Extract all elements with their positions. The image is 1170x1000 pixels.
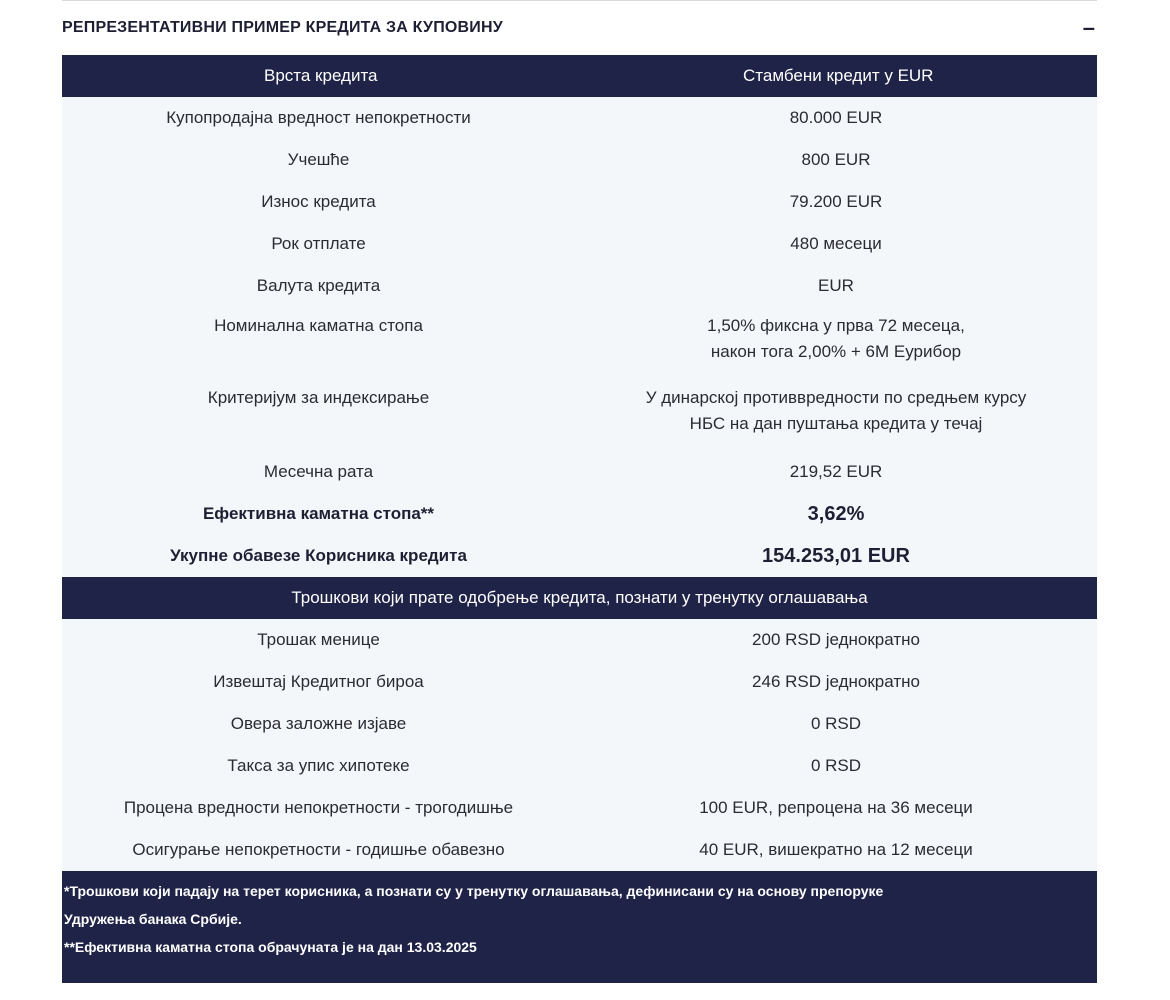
row-value-line: након тога 2,00% + 6М Еурибор xyxy=(710,342,962,361)
row-value: 800 EUR xyxy=(801,150,871,169)
row-value: EUR xyxy=(818,276,854,295)
row-value-line: У динарској противвредности по средњем курсу xyxy=(645,388,1027,407)
table-row xyxy=(62,265,1097,307)
table-row xyxy=(62,661,1097,703)
row-value: 480 месеци xyxy=(790,234,882,253)
row-label: Процена вредности непокретности - трогодишње xyxy=(123,798,514,817)
row-label: Валута кредита xyxy=(256,276,381,295)
row-label: Номинална каматна стопа xyxy=(214,316,423,335)
table-row xyxy=(62,493,1097,535)
row-value: 200 RSD једнократно xyxy=(752,630,920,649)
section-title: РЕПРЕЗЕНТАТИВНИ ПРИМЕР КРЕДИТА ЗА КУПОВИНУ xyxy=(62,19,503,36)
row-label: Укупне обавезе Корисника кредита xyxy=(170,546,467,565)
table-row xyxy=(62,829,1097,871)
row-label: Овера заложне изјаве xyxy=(230,714,407,733)
row-value-line: НБС на дан пуштања кредита у течај xyxy=(689,414,983,433)
header-loan-type-label: Врста кредита xyxy=(263,66,378,85)
row-value: 3,62% xyxy=(807,503,865,525)
footnotes xyxy=(62,871,1097,983)
row-label: Учешће xyxy=(287,150,350,169)
row-label: Рок отплате xyxy=(271,234,366,253)
table-row xyxy=(62,307,1097,379)
row-value: 246 RSD једнократно xyxy=(752,672,920,691)
table-row xyxy=(62,223,1097,265)
table-row xyxy=(62,97,1097,139)
row-value-line: 1,50% фиксна у прва 72 месеца, xyxy=(707,316,965,335)
row-label: Износ кредита xyxy=(261,192,376,211)
row-label: Осигурање непокретности - годишње обавезно xyxy=(132,840,505,859)
row-label: Извештај Кредитног бироа xyxy=(213,672,424,691)
loan-example-table xyxy=(62,55,1097,983)
costs-header: Трошкови који прате одобрење кредита, познати у тренутку оглашавања xyxy=(291,588,868,607)
row-value: 79.200 EUR xyxy=(789,192,883,211)
table-row xyxy=(62,379,1097,451)
row-value xyxy=(575,379,1097,437)
row-label: Купопродајна вредност непокретности xyxy=(166,108,471,127)
table-row xyxy=(62,745,1097,787)
table-row xyxy=(62,619,1097,661)
costs-header-row xyxy=(62,577,1097,619)
row-value: 100 EUR, репроцена на 36 месеци xyxy=(699,798,973,817)
table-row xyxy=(62,139,1097,181)
row-value: 219,52 EUR xyxy=(789,462,883,481)
row-value: 154.253,01 EUR xyxy=(762,545,910,567)
top-divider xyxy=(62,0,1097,1)
row-value: 40 EUR, вишекратно на 12 месеци xyxy=(699,840,973,859)
table-row xyxy=(62,181,1097,223)
table-row xyxy=(62,703,1097,745)
row-label: Ефективна каматна стопа** xyxy=(202,504,435,523)
row-value: 80.000 EUR xyxy=(789,108,883,127)
footnote-costs: *Трошкови који падају на терет корисника, а познати су у тренутку оглашавања, дефинисани су на основу препоруке xyxy=(64,883,884,899)
footnote-effective-rate: **Ефективна каматна стопа обрачуната је на дан 13.03.2025 xyxy=(64,939,477,955)
footnote-costs-continued: Удружења банака Србије. xyxy=(64,911,242,927)
row-label: Такса за упис хипотеке xyxy=(227,756,410,775)
table-header-row xyxy=(62,55,1097,97)
row-value xyxy=(575,307,1097,365)
row-label: Критеријум за индексирање xyxy=(207,388,430,407)
row-label: Месечна рата xyxy=(263,462,374,481)
collapse-toggle-icon[interactable]: – xyxy=(1082,15,1095,40)
row-label: Трошак менице xyxy=(257,630,380,649)
table-row xyxy=(62,451,1097,493)
accordion-header[interactable] xyxy=(62,14,1097,42)
row-value: 0 RSD xyxy=(810,714,862,733)
table-row xyxy=(62,787,1097,829)
table-row xyxy=(62,535,1097,577)
row-value: 0 RSD xyxy=(810,756,862,775)
header-loan-type-value: Стамбени кредит у EUR xyxy=(743,66,934,85)
